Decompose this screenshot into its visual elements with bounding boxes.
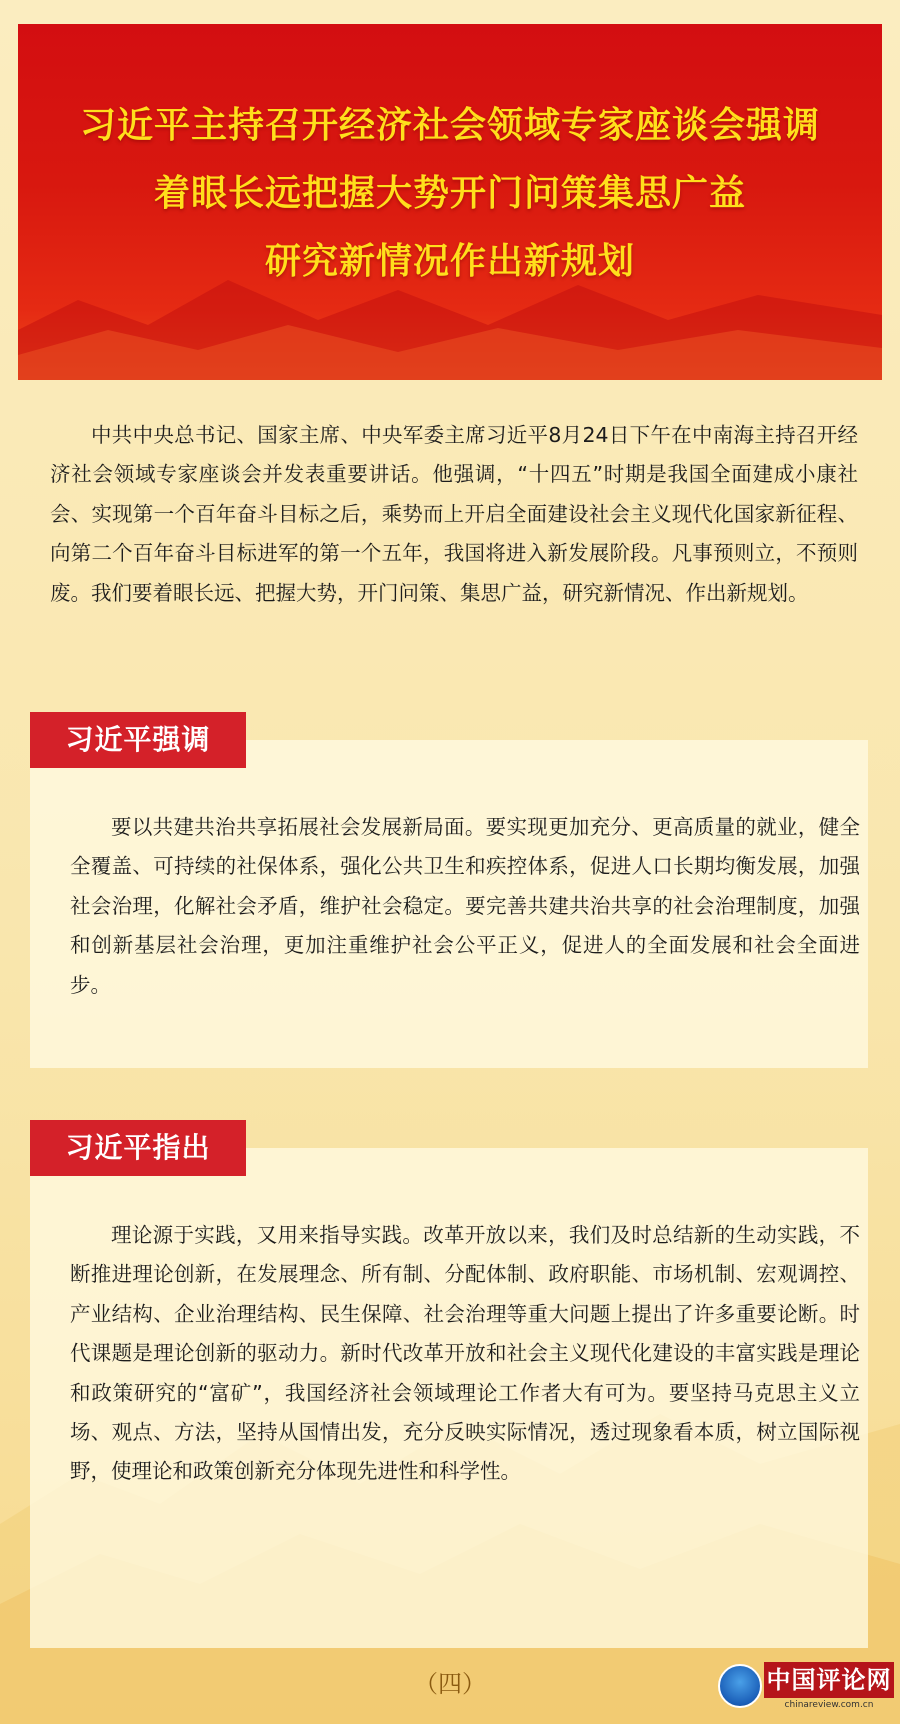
logo-emblem-icon [718,1664,762,1708]
title-line-2: 着眼长远把握大势开门问策集思广益 [153,173,746,214]
section-paragraph: 理论源于实践，又用来指导实践。改革开放以来，我们及时总结新的生动实践，不断推进理论创新，在发展理念、所有制、分配体制、政府职能、市场机制、宏观调控、产业结构、企业治理结构、民生保障、社会治理等重大问题上提出了许多重要论断。时代课题是理论创新的驱动力。新时代改革开放和社会主义现代化建设的丰富实践是理论和政策研究的“富矿”，我国经济社会领域理论工作者大有可为。要坚持马克思主义立场、观点、方法，坚持从国情出发，充分反映实际情况，透过现象看本质，树立国际视野，使理论和政策创新充分体现先进性和科学性。 [70,1223,860,1484]
intro-paragraph: 中共中央总书记、国家主席、中央军委主席习近平8月24日下午在中南海主持召开经济社会领域专家座谈会并发表重要讲话。他强调，“十四五”时期是我国全面建成小康社会、实现第一个百年奋斗目标之后，乘势而上开启全面建设社会主义现代化国家新征程、向第二个百年奋斗目标进军的第一个五年，我国将进入新发展阶段。凡事预则立，不预则废。我们要着眼长远、把握大势，开门问策、集思广益，研究新情况、作出新规划。 [50,423,858,605]
section-pointed-out [30,1120,868,1620]
section-text [70,808,860,1005]
logo-text: 中国评论网 [764,1662,894,1698]
header-banner [18,24,882,380]
section-tab: 习近平指出 [30,1120,246,1176]
section-paragraph: 要以共建共治共享拓展社会发展新局面。要实现更加充分、更高质量的就业，健全全覆盖、可持续的社保体系，强化公共卫生和疾控体系，促进人口长期均衡发展，加强社会治理，化解社会矛盾，维护社会稳定。要完善共建共治共享的社会治理制度，加强和创新基层社会治理，更加注重维护社会公平正义，促进人的全面发展和社会全面进步。 [70,815,860,997]
page-number: （四） [414,1670,486,1698]
page-title [18,92,882,296]
title-line-1: 习近平主持召开经济社会领域专家座谈会强调 [79,105,820,146]
section-emphasis [30,712,868,1068]
section-text [70,1216,860,1492]
intro-section [50,416,858,613]
site-logo [718,1660,898,1716]
logo-url: chinareview.com.cn [784,1700,874,1710]
title-line-3: 研究新情况作出新规划 [264,241,635,282]
section-tab: 习近平强调 [30,712,246,768]
